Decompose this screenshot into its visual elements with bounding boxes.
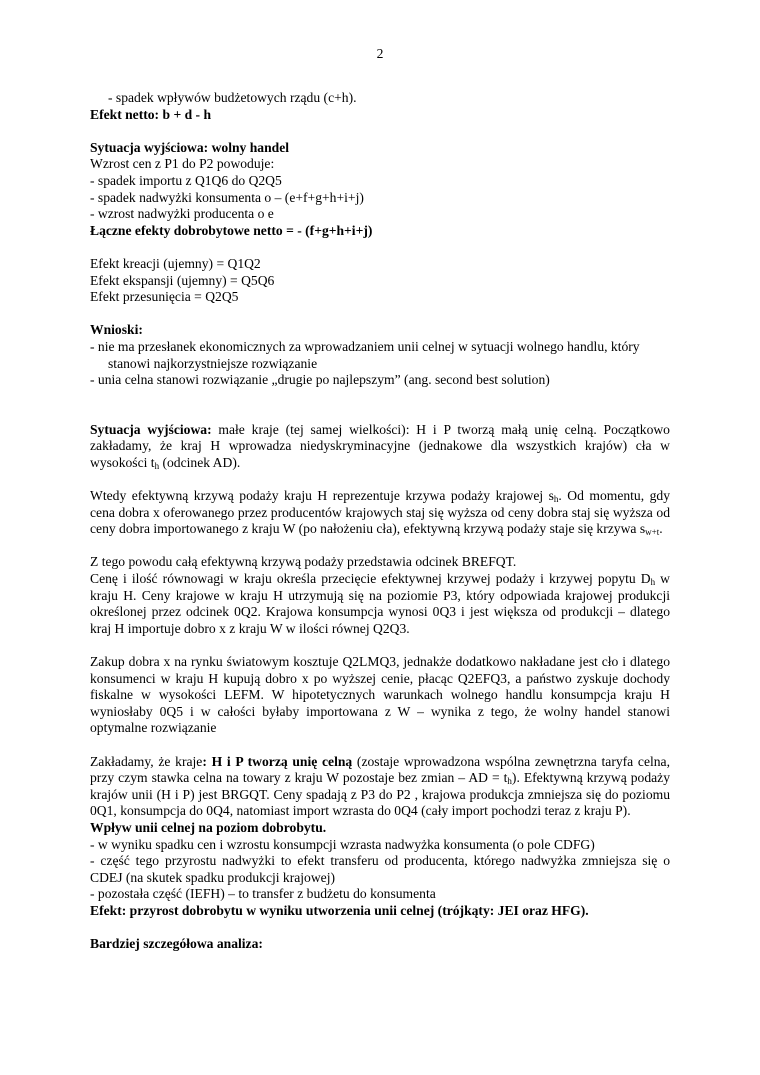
- conclusion-1: - nie ma przesłanek ekonomicznych za wprowadzaniem unii celnej w sytuacji wolnego handlu, który: [90, 338, 640, 354]
- net-welfare-line: Łączne efekty dobrobytowe netto = - (f+g+h+i+j): [90, 222, 373, 238]
- free-trade-heading: Sytuacja wyjściowa: wolny handel: [90, 139, 290, 155]
- supply-curve-paragraph: Wtedy efektywną krzywą podaży kraju H reprezentuje krzywa podaży krajowej $s_h$. Od momentu, gdy cena dobra x oferowanego przez producentów krajowych staj się wyższa od ceny dobra staj się wyższa od ceny dobra importowanego z kraju W (po nałożeniu cła), efektywną krzywą podaży staje się krzywa $s_{w+t}$.: [90, 488, 670, 538]
- welfare-point-1: - w wyniku spadku cen i wzrostu konsumpcji wzrasta nadwyżka konsumenta (o pole CDFG): [90, 836, 595, 852]
- shift-effect-line: Efekt przesunięcia = Q2Q5: [90, 289, 239, 305]
- import-drop-line: - spadek importu z Q1Q6 do Q2Q5: [90, 172, 282, 188]
- creation-effect-line: Efekt kreacji (ujemny) = Q1Q2: [90, 255, 261, 271]
- world-market-paragraph: Zakup dobra x na rynku światowym kosztuje Q2LMQ3, jednakże dodatkowo nakładane jest cło i dlatego konsumenci w kraju H kupują dobro x po wyższej cenie, płacąc Q2EFQ3, a państwo zyskuje dochody fiskalne w wysokości LEFM. W hipotetycznych warunkach wolnego handlu konsumpcja kraju H wyniosłaby 0Q5 i w całości byłaby importowana z W – wynika z tego, że wolny handel stanowi optymalne rozwiązanie: [90, 654, 670, 736]
- net-effect-line: Efekt netto: b + d - h: [90, 106, 212, 122]
- expansion-effect-line: Efekt ekspansji (ujemny) = Q5Q6: [90, 272, 275, 288]
- page-number: 2: [376, 46, 384, 61]
- welfare-point-2: - część tego przyrostu nadwyżki to efekt transferu od producenta, którego nadwyżka zmniejsza się o CDEJ (na skutek spadku produkcji krajowej): [90, 853, 670, 885]
- price-rise-line: Wzrost cen z P1 do P2 powoduje:: [90, 156, 275, 172]
- welfare-point-3: - pozostała część (IEFH) – to transfer z budżetu do konsumenta: [90, 886, 436, 902]
- welfare-heading: Wpływ unii celnej na poziom dobrobytu.: [90, 819, 327, 835]
- customs-union-paragraph: Zakładamy, że kraje: H i P tworzą unię celną (zostaje wprowadzona wspólna zewnętrzna taryfa celna, przy czym stawka celna na towary z kraju W pozostaje bez zmian – AD = $t_h$). Efektywną krzywą podaży krajów unii (H i P) jest BRGQT. Ceny spadają z P3 do P2 , krajowa produkcja zmniejsza się do poziomu 0Q1, konsumpcja do 0Q4, natomiast import wzrasta do 0Q4 (cały import pochodzi teraz z kraju P).: [90, 753, 670, 819]
- brefqt-line: Z tego powodu całą efektywną krzywą podaży przedstawia odcinek BREFQT.: [90, 554, 517, 570]
- welfare-effect-line: Efekt: przyrost dobrobytu w wyniku utworzenia unii celnej (trójkąty: JEI oraz HFG).: [90, 902, 589, 918]
- initial-situation-paragraph: Sytuacja wyjściowa: małe kraje (tej samej wielkości): H i P tworzą małą unię celną. Początkowo zakładamy, że kraj H wprowadza niedyskryminacyjne (jednakowe dla wszystkich krajów) cła w wysokości $t_h$ (odcinek AD).: [90, 421, 670, 471]
- equilibrium-paragraph: Cenę i ilość równowagi w kraju określa przecięcie efektywnej krzywej podaży i krzywej popytu $D_h$ w kraju H. Ceny krajowe w kraju H utrzymują się na poziomie P3, który odpowiada krajowej produkcji określonej przez odcinek 0Q2. Krajowa konsumpcja wynosi 0Q3 i jest większa od produkcji – dlatego kraj H importuje dobro x z kraju W w ilości równej Q2Q3.: [90, 571, 670, 636]
- page-content: [90, 90, 670, 953]
- conclusion-1-cont: stanowi najkorzystniejsze rozwiązanie: [108, 355, 318, 371]
- detailed-analysis-heading: Bardziej szczegółowa analiza:: [90, 936, 263, 952]
- producer-surplus-line: - wzrost nadwyżki producenta o e: [90, 206, 274, 222]
- conclusions-heading: Wnioski:: [90, 322, 143, 338]
- budget-loss-line: - spadek wpływów budżetowych rządu (c+h).: [108, 90, 357, 105]
- conclusion-2: - unia celna stanowi rozwiązanie „drugie po najlepszym” (ang. second best solution): [90, 372, 550, 388]
- consumer-surplus-line: - spadek nadwyżki konsumenta o – (e+f+g+h+i+j): [90, 189, 364, 205]
